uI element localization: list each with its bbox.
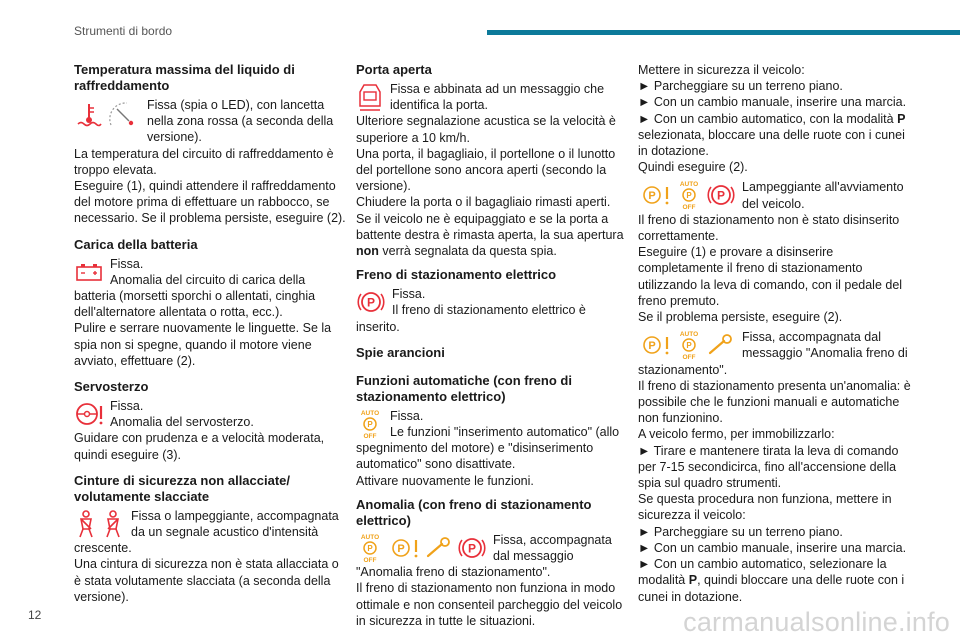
coolant-p1: La temperatura del circuito di raffreddamento è troppo elevata. (74, 146, 334, 177)
svg-text:P: P (366, 295, 376, 310)
fixed-lead: Fissa, accompagnata dal messaggio "Anomalia freno di stazionamento". (638, 330, 908, 377)
svg-text:OFF: OFF (682, 354, 696, 362)
parking-brake-icons (356, 286, 386, 318)
anomaly-title: Anomalia (con freno di stazionamento elettrico) (356, 496, 592, 528)
door-p1: Ulteriore segnalazione acustica se la velocità è superiore a 10 km/h. (356, 114, 616, 145)
brake-fault-icon (387, 534, 421, 562)
secure-step-auto: ► Con un cambio automatico, selezionare la modalità P, quindi bloccare una delle ruote con i cunei in dotazione. (638, 556, 914, 605)
auto-off-icon (675, 179, 703, 211)
coolant-icons (74, 97, 141, 133)
secure-intro: Mettere in sicurezza il veicolo: (638, 63, 805, 77)
door-p3: Chiudere la porta o il bagagliaio rimasti aperti. Se il veicolo ne è equipaggiato e se la porta a battente destra è rimasta aperta, la sua apertura non verrà segnalata da questa spia. (356, 195, 624, 259)
door-icons (356, 81, 384, 113)
flash-p1: Il freno di stazionamento non è stato disinserito correttamente. (638, 212, 900, 244)
svg-text:P: P (648, 190, 656, 203)
anomaly-lead: Fissa, accompagnata dal messaggio "Anomalia freno di stazionamento". (356, 532, 612, 580)
parking-brake-title: Freno di stazionamento elettrico (356, 267, 557, 283)
seatbelt-lead: Fissa o lampeggiante, accompagnata da un segnale acustico d'intensità crescente. (74, 508, 339, 556)
parking-brake-icon (356, 288, 386, 316)
steering-p2: Guidare con prudenza e a velocità moderata, quindi eseguire (3). (74, 431, 325, 462)
coolant-temperature-icon (74, 100, 104, 130)
brake-fault-icon (638, 331, 672, 359)
door-p2: Una porta, il bagagliaio, il portellone o il lunotto del portellone sono ancora aperti (secondo la versione). (356, 146, 616, 194)
power-steering-icon (74, 400, 104, 428)
battery-lead: Fissa. (110, 256, 144, 271)
battery-icons (74, 256, 104, 288)
seatbelt-title: Cinture di sicurezza non allacciate/ volutamente slacciate (74, 472, 291, 504)
anomaly-icons (356, 532, 487, 564)
secure-step: ► Con un cambio manuale, inserire una marcia. (638, 94, 914, 110)
column-3 (638, 62, 914, 605)
auto-off-icon (356, 532, 384, 564)
flash-icons (638, 179, 736, 211)
coolant-lead: Fissa (spia o LED), con lancetta nella zona rossa (a seconda della versione). (147, 98, 334, 145)
brake-fault-icon (638, 181, 672, 209)
fixed-p2: A veicolo fermo, per immobilizzarlo: (638, 427, 835, 442)
parking-brake-lead: Fissa. (392, 287, 426, 302)
parking-brake-icon (706, 181, 736, 209)
steering-p1: Anomalia del servosterzo. (110, 415, 254, 430)
auto-functions-p1: Le funzioni "inserimento automatico" (allo spegnimento del motore) e "disinserimento automatico" sono disattivate. (356, 425, 620, 472)
svg-text:P: P (467, 541, 477, 556)
steering-icons (74, 398, 104, 430)
coolant-title: Temperatura massima del liquido di raffreddamento (74, 62, 295, 93)
svg-text:P: P (716, 188, 726, 203)
svg-text:P: P (367, 543, 373, 553)
seatbelt-icons (74, 508, 125, 540)
svg-text:P: P (686, 191, 692, 201)
temperature-gauge-icon (107, 99, 141, 131)
battery-p1: Anomalia del circuito di carica della batteria (morsetti sporchi o allentati, cinghia dell'alternatore allentata o rotta, ecc.). (74, 272, 316, 320)
coolant-p2: Eseguire (1), quindi attendere il raffreddamento del motore prima di effettuare un rabbocco, se necessario. Se il problema persiste, eseguire (2). (74, 179, 346, 226)
fixed-step: ► Tirare e mantenere tirata la leva di comando per 7-15 secondicirca, fino all'accensione della spia sul quadro strumenti. (638, 443, 914, 492)
wrench-icon (424, 534, 454, 562)
seatbelt-passenger-icon (101, 509, 125, 539)
fixed-p1: Il freno di stazionamento presenta un'anomalia: è possibile che le funzioni manuali e automatiche non funzionino. (638, 378, 911, 426)
battery-p2: Pulire e serrare nuovamente le linguette. Se la spia non si spegne, quando il motore viene avviato, effettuare (2). (74, 321, 332, 368)
battery-title: Carica della batteria (74, 236, 198, 252)
door-open-icon (356, 82, 384, 112)
door-title: Porta aperta (356, 62, 432, 77)
battery-icon (74, 261, 104, 283)
auto-functions-lead: Fissa. (390, 408, 424, 423)
svg-text:P: P (648, 340, 656, 353)
svg-text:OFF: OFF (682, 204, 696, 212)
auto-off-icon (356, 408, 384, 440)
auto-functions-title: Funzioni automatiche (con freno di stazionamento elettrico) (356, 372, 572, 404)
page-number: 12 (28, 608, 42, 622)
svg-text:AUTO: AUTO (679, 181, 699, 189)
fixed-p3: Se questa procedura non funziona, mettere in sicurezza il veicolo: (638, 492, 892, 523)
seatbelt-driver-icon (74, 509, 98, 539)
svg-text:AUTO: AUTO (360, 409, 380, 417)
svg-text:P: P (367, 419, 373, 429)
anomaly-p1: Il freno di stazionamento non funziona in modo ottimale e non consenteil parcheggio del veicolo in sicurezza in tutte le situazioni. (356, 581, 623, 628)
secure-step: ► Parcheggiare su un terreno piano. (638, 524, 914, 540)
column-1 (74, 56, 346, 605)
door-lead: Fissa e abbinata ad un messaggio che identifica la porta. (390, 82, 605, 113)
watermark: carmanualsonline.info (683, 607, 950, 637)
svg-text:OFF: OFF (363, 432, 377, 440)
page-header-title: Strumenti di bordo (74, 24, 173, 38)
auto-functions-icons (356, 408, 384, 440)
orange-section-title: Spie arancioni (356, 344, 445, 360)
svg-text:AUTO: AUTO (360, 533, 380, 541)
parking-brake-p1: Il freno di stazionamento elettrico è inserito. (356, 303, 586, 334)
svg-text:AUTO: AUTO (679, 331, 699, 339)
column-2 (356, 56, 628, 629)
svg-text:OFF: OFF (363, 556, 377, 564)
flash-lead: Lampeggiante all'avviamento del veicolo. (742, 180, 904, 211)
flash-p2: Eseguire (1) e provare a disinserire completamente il freno di stazionamento utilizzando la leva di comando, con il pedale del freno premuto. (638, 245, 903, 308)
svg-text:P: P (397, 542, 405, 555)
then-step: Quindi eseguire (2). (638, 160, 748, 175)
wrench-icon (706, 331, 736, 359)
secure-step: ► Parcheggiare su un terreno piano. (638, 78, 914, 94)
parking-brake-icon (457, 534, 487, 562)
svg-text:P: P (686, 341, 692, 351)
secure-step: ► Con un cambio manuale, inserire una marcia. (638, 540, 914, 556)
auto-off-icon (675, 329, 703, 361)
steering-title: Servosterzo (74, 379, 149, 395)
flash-p3: Se il problema persiste, eseguire (2). (638, 310, 843, 325)
auto-functions-p2: Attivare nuovamente le funzioni. (356, 473, 534, 488)
steering-lead: Fissa. (110, 399, 144, 414)
seatbelt-p1: Una cintura di sicurezza non è stata allacciata o è stata volutamente slacciata (a seconda della versione). (74, 557, 339, 604)
fixed-icons (638, 329, 736, 361)
header-accent-bar (487, 30, 960, 35)
secure-step-auto: ► Con un cambio automatico, con la modalità P selezionata, bloccare una delle ruote con i cunei in dotazione. (638, 111, 914, 160)
